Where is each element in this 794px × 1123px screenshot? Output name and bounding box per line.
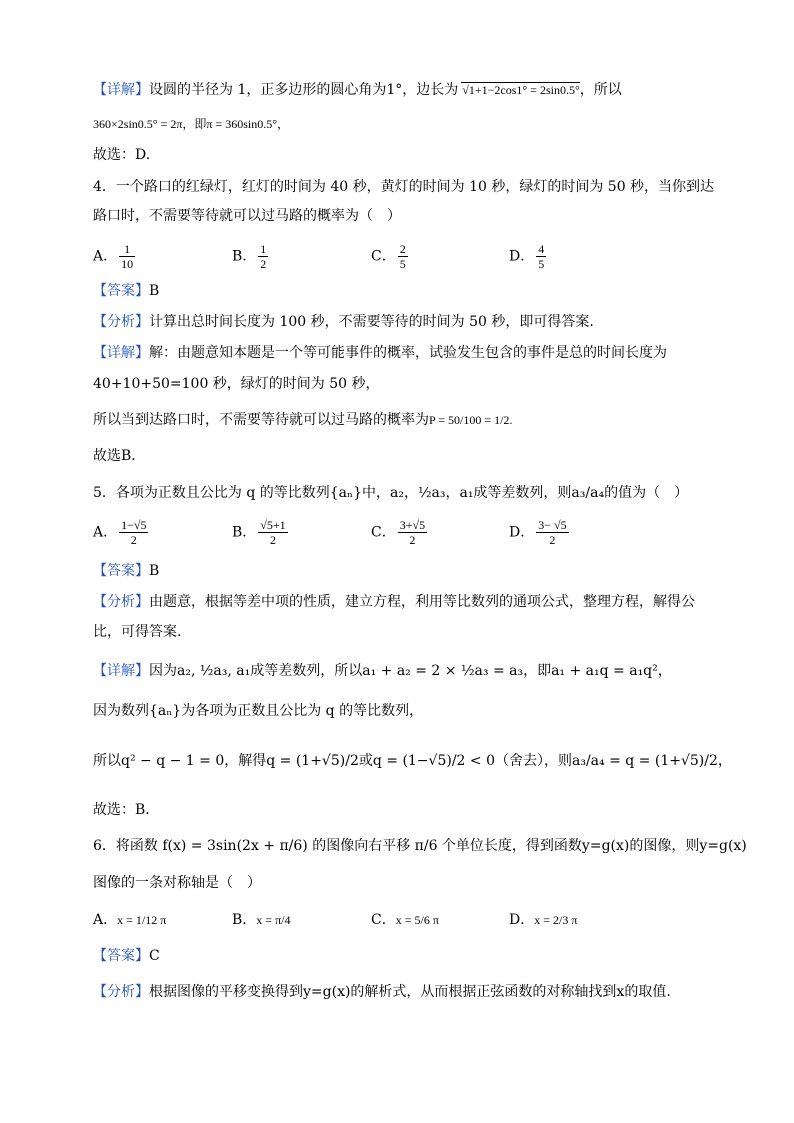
q6-stem-1: 6．将函数 f(x) = 3sin(2x + π/6) 的图像向右平移 π/6 个单位长度，得到函数y=g(x)的图像，则y=g(x) xyxy=(93,838,747,854)
analysis-label: 【分析】 xyxy=(93,594,149,610)
detail-label: 【详解】 xyxy=(93,82,149,98)
detail-label: 【详解】 xyxy=(93,663,149,679)
q5-stem: 5．各项为正数且公比为 q 的等比数列{aₙ}中，a₂，½a₃，a₁成等差数列，则a₃/a₄的值为（ ） xyxy=(93,485,689,501)
q4-detail-line-3: 所以当到达路口时，不需要等待就可以过马路的概率为P = 50/100 = 1/2. xyxy=(93,412,513,428)
q4-probability-formula: P = 50/100 = 1/2. xyxy=(429,413,513,427)
q4-detail-line-2: 40+10+50=100 秒，绿灯的时间为 50 秒， xyxy=(93,376,380,392)
q4-analysis: 计算出总时间长度为 100 秒，不需要等待的时间为 50 秒，即可得答案. xyxy=(149,314,594,330)
q5-option-b-frac: $\frac{√5+1}{2}$ xyxy=(260,518,286,547)
q3-detail-line xyxy=(93,80,622,100)
q5-choose: 故选：B． xyxy=(93,802,160,818)
q4-stem-1: 4．一个路口的红绿灯，红灯的时间为 40 秒，黄灯的时间为 10 秒，绿灯的时间为 50 秒，当你到达 xyxy=(93,179,715,195)
q5-option-c-frac: $\frac{3+√5}{2}$ xyxy=(399,518,426,547)
q4-option-c-frac: $\frac{2}{5}$ xyxy=(399,242,406,271)
q4-choose: 故选B． xyxy=(93,448,146,464)
q3-detail-text2: ，所以 xyxy=(579,82,622,98)
q4-option-a-frac: $\frac{1}{10}$ xyxy=(121,242,134,271)
q6-answer-line xyxy=(93,946,160,966)
q4-detail-line-1: 【详解】解：由题意知本题是一个等可能事件的概率，试验发生包含的事件是总的时间长度为 xyxy=(93,345,667,361)
q5-option-a-frac: $\frac{1-√5}{2}$ xyxy=(121,518,147,547)
q3-formula: 360×2sin0.5° = 2π xyxy=(93,117,183,131)
analysis-label: 【分析】 xyxy=(93,314,149,330)
q5-analysis-line-1: 【分析】由题意，根据等差中项的性质，建立方程，利用等比数列的通项公式，整理方程，解得公 xyxy=(93,594,695,610)
q5-option-d: D． $\frac{3- √5}{2}$ xyxy=(509,518,567,547)
q3-choose: 故选：D. xyxy=(93,147,151,163)
q4-option-b-frac: $\frac{1}{2}$ xyxy=(260,242,267,271)
q6-stem-2: 图像的一条对称轴是（ ） xyxy=(93,875,261,891)
q4-option-d: D． $\frac{4}{5}$ xyxy=(509,242,545,271)
q5-option-a: A． $\frac{1-√5}{2}$ xyxy=(93,518,147,547)
q3-detail-formula: √1+1−2cos1° = 2sin0.5° xyxy=(462,83,580,97)
q6-option-b: B．x = π/4 xyxy=(232,912,291,928)
q5-detail-line-1: 【详解】因为a₂, ½a₃, a₁成等差数列，所以a₁ + a₂ = 2 × ½a₃ = a₃，即a₁ + a₁q = a₁q²， xyxy=(93,663,672,679)
analysis-label: 【分析】 xyxy=(93,984,149,1000)
q4-option-a: A． $\frac{1}{10}$ xyxy=(93,242,134,271)
q4-answer: B xyxy=(149,283,160,299)
answer-label: 【答案】 xyxy=(93,563,149,579)
q4-option-c: C． $\frac{2}{5}$ xyxy=(371,242,406,271)
q5-detail-line-3: 所以q² − q − 1 = 0，解得q = (1+√5)/2或q = (1−√5)/2 < 0（舍去），则a₃/a₄ = q = (1+√5)/2， xyxy=(93,753,732,769)
q4-stem-2: 路口时，不需要等待就可以过马路的概率为（ ） xyxy=(93,208,401,224)
q5-option-b: B． $\frac{√5+1}{2}$ xyxy=(232,518,286,547)
q5-answer-line xyxy=(93,561,159,581)
answer-label: 【答案】 xyxy=(93,283,149,299)
answer-label: 【答案】 xyxy=(93,948,149,964)
q5-answer: B xyxy=(149,563,160,579)
q5-detail-line-2: 因为数列{aₙ}为各项为正数且公比为 q 的等比数列， xyxy=(93,703,424,719)
q6-option-d: D．x = 2/3 π xyxy=(509,912,578,928)
q6-option-c: C．x = 5/6 π xyxy=(371,912,439,928)
q5-option-c: C． $\frac{3+√5}{2}$ xyxy=(371,518,426,547)
q4-analysis-line xyxy=(93,312,594,332)
q3-detail-text: 设圆的半径为 1，正多边形的圆心角为1°，边长为 xyxy=(149,82,459,98)
q3-formula-tail: ，即π = 360sin0.5°， xyxy=(182,117,290,131)
q4-option-b: B． $\frac{1}{2}$ xyxy=(232,242,267,271)
q3-formula-line xyxy=(93,114,289,134)
q6-analysis-line: 【分析】根据图像的平移变换得到y=g(x)的解析式，从而根据正弦函数的对称轴找到x的取值. xyxy=(93,984,671,1000)
q6-option-a: A．x = 1/12 π xyxy=(93,912,167,928)
q4-answer-line xyxy=(93,281,159,301)
q6-answer: C xyxy=(149,948,160,964)
q5-analysis-line-2: 比，可得答案. xyxy=(93,624,182,640)
q4-option-d-frac: $\frac{4}{5}$ xyxy=(538,242,545,271)
q5-option-d-frac: $\frac{3- √5}{2}$ xyxy=(538,518,567,547)
detail-label: 【详解】 xyxy=(93,345,149,361)
